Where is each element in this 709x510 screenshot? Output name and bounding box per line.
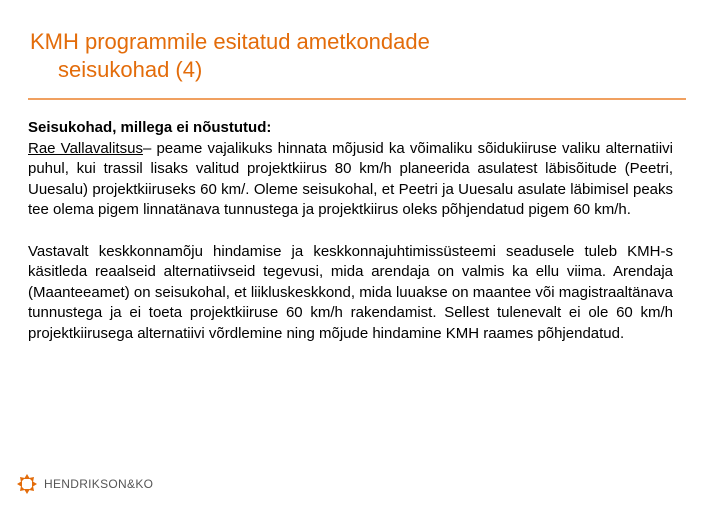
paragraph-2: Vastavalt keskkonnamõju hindamise ja keskkonnajuhtimissüsteemi seadusele tuleb KMH-s käsitleda reaalseid alternatiivseid tegevusi, mida arendaja on valmis ka ellu viima. Arendaja (Maanteeamet) on seisukohal, et liikluskeskkond, mida luuakse on maantee või magistraaltänava tunnustega ja ei toeta projektkiiruse 60 km/h rakendamist. Sellest tulenevalt ei ole 60 km/h projektkiirusega alternatiivi võrdlemine ning mõjude hindamine KMH raames põhjendatud.	[28, 242, 673, 342]
hendrikson-logo-icon	[16, 473, 38, 495]
slide-title	[30, 28, 430, 84]
paragraph-1	[28, 139, 673, 221]
company-logo	[16, 473, 153, 495]
paragraph-1-text: – peame vajalikuks hinnata mõjusid ka võimaliku sõidukiiruse valiku alternatiivi puhul, kui trassil lisaks valitud projektkiirus 80 km/h planeerida asulatest läbisõitude (Peetri, Uuesalu) projektkiiruseks 60 km/. Oleme seisukohal, et Peetri ja Uuesalu asulate läbimisel peaks tee olema pigem linnatänava tunnustega ja projektkiirus oleks põhjendatud pigem 60 km/h.	[28, 139, 673, 218]
paragraph-1-author: Rae Vallavalitsus	[28, 139, 143, 157]
slide-title-line1: KMH programmile esitatud ametkondade	[30, 29, 430, 54]
slide-content	[28, 118, 673, 344]
slide-title-line2: seisukohad (4)	[58, 57, 203, 82]
content-heading: Seisukohad, millega ei nõustutud:	[28, 119, 272, 136]
title-divider	[28, 98, 686, 100]
logo-text: HENDRIKSON&KO	[44, 477, 154, 491]
